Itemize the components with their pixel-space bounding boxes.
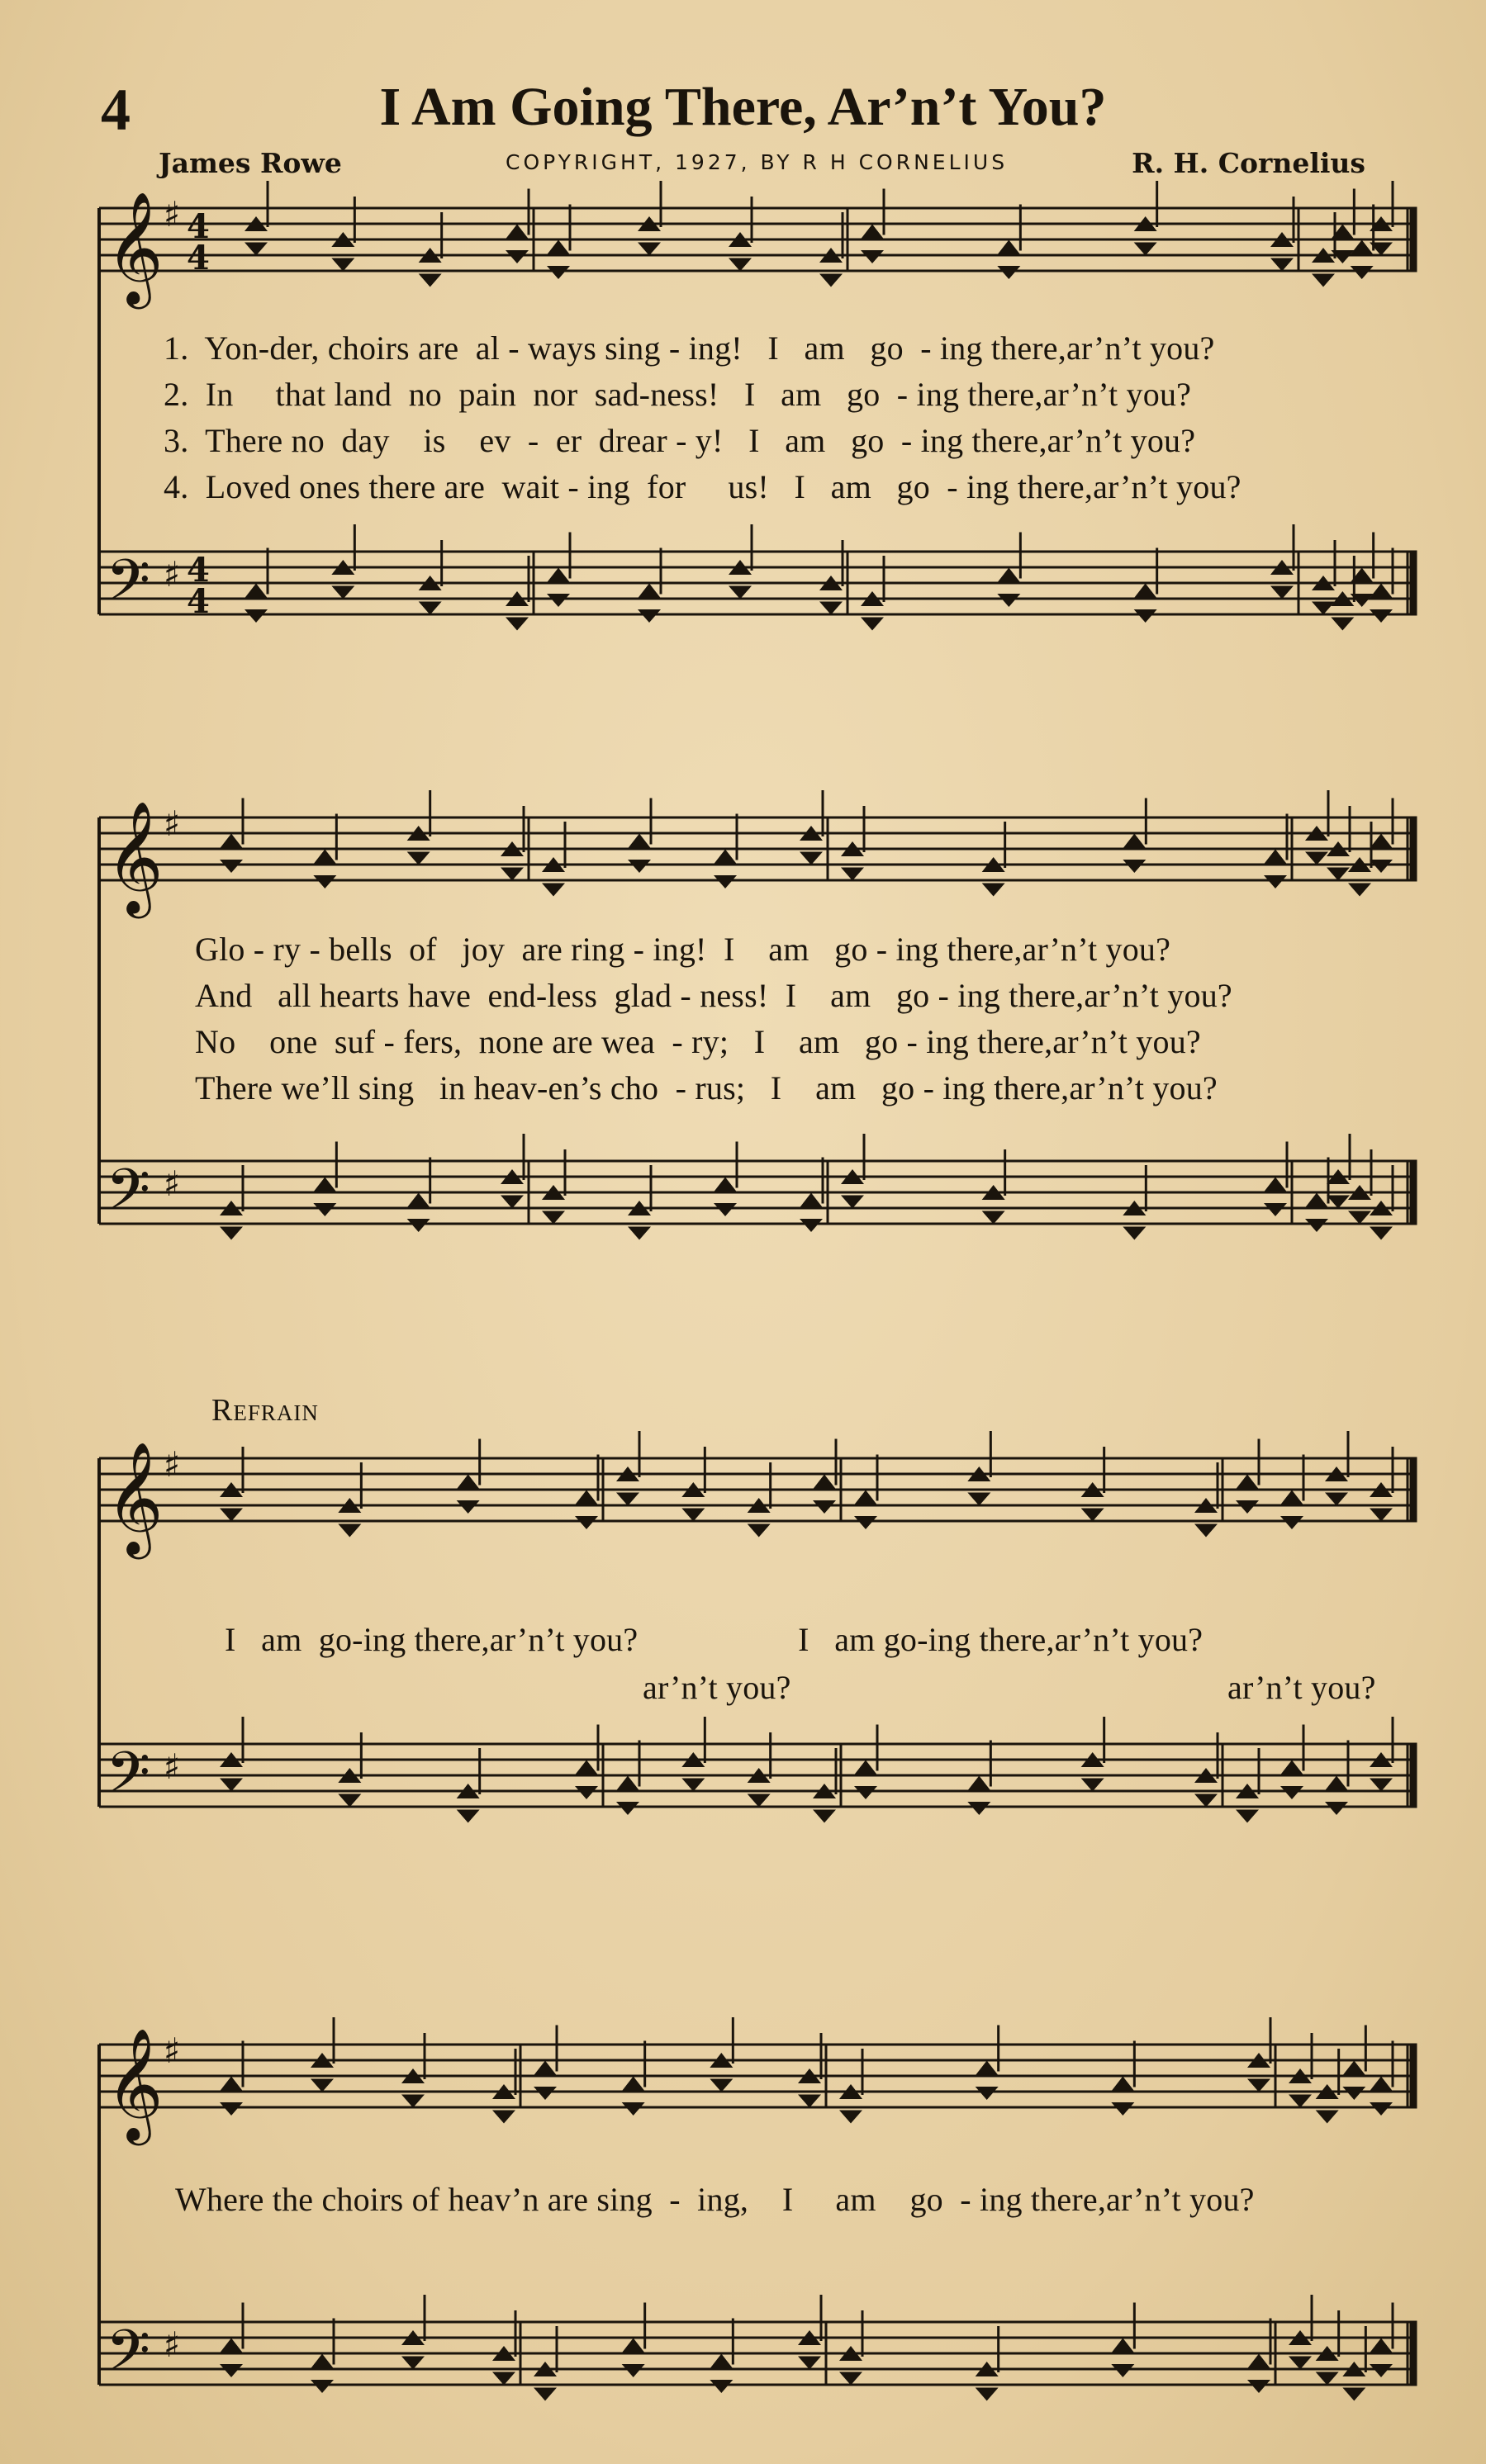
key-signature-sharp: ♯ xyxy=(164,1746,181,1787)
clefs-and-signatures xyxy=(106,190,210,2398)
shape-note xyxy=(1370,584,1393,599)
shape-note xyxy=(798,2357,821,2370)
shape-note xyxy=(492,2111,515,2124)
treble-clef: 𝄞 xyxy=(106,2026,164,2140)
shape-note xyxy=(714,850,737,865)
shape-note xyxy=(710,2079,733,2092)
verse-line-2: 2. In that land no pain nor sad-ness! I am go - ing there,ar’n’t you? xyxy=(164,376,1192,413)
shape-note xyxy=(220,2102,243,2116)
shape-note xyxy=(1312,602,1335,615)
shape-note xyxy=(492,2372,515,2386)
shape-note xyxy=(506,618,529,631)
shape-note xyxy=(967,1776,990,1791)
shape-note xyxy=(575,1786,598,1799)
shape-note xyxy=(819,602,843,615)
shape-note xyxy=(1134,584,1157,599)
shape-note xyxy=(813,1475,836,1490)
shape-note xyxy=(1325,1776,1348,1791)
final-barline xyxy=(1411,1161,1416,1224)
shape-note xyxy=(311,2354,334,2369)
shape-note xyxy=(245,609,268,623)
shape-note xyxy=(542,1211,565,1225)
shape-note xyxy=(1134,609,1157,623)
shape-note xyxy=(220,2364,243,2377)
shape-note xyxy=(841,1196,864,1209)
shape-note xyxy=(407,1193,430,1208)
verse-line-4: There we’ll sing in heav-en’s cho - rus; I am go - ing there,ar’n’t you? xyxy=(195,1069,1218,1106)
shape-note xyxy=(542,884,565,897)
shape-note xyxy=(1327,868,1350,881)
refrain-echo-1: ar’n’t you? xyxy=(643,1669,791,1706)
shape-note xyxy=(1370,1779,1393,1792)
refrain-echo-2: ar’n’t you? xyxy=(1227,1669,1376,1706)
shape-note xyxy=(1289,2357,1312,2370)
shape-note xyxy=(1312,274,1335,287)
final-barline xyxy=(1411,552,1416,614)
shape-note xyxy=(839,2372,862,2386)
shape-note xyxy=(506,225,529,239)
shape-note xyxy=(714,1178,737,1192)
time-signature: 4 xyxy=(187,207,210,246)
shape-note xyxy=(1194,1794,1218,1808)
shape-note xyxy=(714,1203,737,1216)
shape-note xyxy=(1247,2079,1270,2092)
copyright-notice: COPYRIGHT, 1927, BY R H CORNELIUS xyxy=(506,150,1009,174)
shape-note xyxy=(628,834,651,849)
shape-note xyxy=(1289,2095,1312,2108)
shape-note xyxy=(1270,586,1294,599)
shape-note xyxy=(819,274,843,287)
shape-note xyxy=(547,568,570,583)
shape-note xyxy=(220,2338,243,2353)
shape-note xyxy=(839,2111,862,2124)
time-signature: 4 xyxy=(187,239,210,277)
song-title: I Am Going There, Ar’n’t You? xyxy=(379,77,1107,137)
shape-note xyxy=(1280,1760,1303,1775)
bass-clef: 𝄢 xyxy=(106,2317,151,2398)
key-signature-sharp: ♯ xyxy=(164,1163,181,1204)
shape-note xyxy=(245,584,268,599)
shape-note xyxy=(714,875,737,888)
shape-note xyxy=(729,586,752,599)
shape-note xyxy=(616,1802,639,1815)
shape-note xyxy=(1236,1500,1259,1514)
time-signature: 4 xyxy=(187,551,210,590)
shape-note xyxy=(419,274,442,287)
shape-note xyxy=(1123,1227,1146,1240)
shape-note xyxy=(710,2380,733,2393)
shape-note xyxy=(1123,860,1146,873)
shape-note xyxy=(616,1493,639,1506)
shape-note xyxy=(854,1490,877,1505)
shape-note xyxy=(313,1178,336,1192)
shape-note xyxy=(1194,1524,1218,1538)
shape-note xyxy=(457,1810,480,1823)
verse-line-1: 1. Yon-der, choirs are al - ways sing - ing! I am go - ing there,ar’n’t you? xyxy=(164,329,1215,367)
shape-note xyxy=(331,586,354,599)
shape-note xyxy=(1370,834,1393,849)
shape-note xyxy=(311,2380,334,2393)
shape-note xyxy=(1280,1516,1303,1529)
shape-note xyxy=(575,1516,598,1529)
shape-note xyxy=(1247,2380,1270,2393)
shape-note xyxy=(534,2087,557,2100)
shape-note xyxy=(1331,618,1354,631)
final-barline xyxy=(1411,1458,1416,1521)
shape-note xyxy=(506,250,529,263)
shape-note xyxy=(331,258,354,272)
bass-clef: 𝄢 xyxy=(106,547,151,628)
shape-note xyxy=(1342,2087,1365,2100)
refrain-label: Refrain xyxy=(211,1393,319,1428)
shape-note xyxy=(1305,1193,1328,1208)
shape-note xyxy=(407,852,430,865)
shape-note xyxy=(813,1500,836,1514)
verse-line-2: And all hearts have end-less glad - ness! I am go - ing there,ar’n’t you? xyxy=(195,977,1232,1014)
shape-note xyxy=(1111,2102,1134,2116)
shape-note xyxy=(1247,2354,1270,2369)
shape-note xyxy=(622,2338,645,2353)
shape-note xyxy=(997,568,1020,583)
final-barline xyxy=(1411,2322,1416,2385)
shape-note xyxy=(622,2077,645,2092)
final-barline xyxy=(1411,1744,1416,1807)
time-signature: 4 xyxy=(187,582,210,621)
shape-note xyxy=(1370,2364,1393,2377)
shape-note xyxy=(1325,1802,1348,1815)
shape-note xyxy=(1236,1810,1259,1823)
shape-note xyxy=(1351,240,1374,255)
shape-note xyxy=(1134,243,1157,256)
shape-note xyxy=(1081,1779,1104,1792)
shape-note xyxy=(1305,852,1328,865)
shape-note xyxy=(1342,2061,1365,2076)
shape-note xyxy=(800,852,823,865)
shape-note xyxy=(813,1810,836,1823)
shape-note xyxy=(729,258,752,272)
shape-note xyxy=(861,225,884,239)
shape-note xyxy=(1111,2338,1134,2353)
shape-note xyxy=(982,884,1005,897)
shape-note xyxy=(1264,1203,1287,1216)
shape-note xyxy=(798,2095,821,2108)
shape-note xyxy=(401,2095,425,2108)
verse-line-1: Glo - ry - bells of joy are ring - ing! I am go - ing there,ar’n’t you? xyxy=(195,931,1171,968)
verse-line-3: No one suf - fers, none are wea - ry; I am go - ing there,ar’n’t you? xyxy=(195,1023,1201,1060)
shape-note xyxy=(547,594,570,607)
shape-note xyxy=(841,868,864,881)
treble-clef: 𝄞 xyxy=(106,190,164,304)
shape-note xyxy=(997,240,1020,255)
lyricist: James Rowe xyxy=(159,147,342,179)
shape-note xyxy=(1370,2077,1393,2092)
shape-note xyxy=(976,2061,999,2076)
shape-note xyxy=(220,860,243,873)
shape-note xyxy=(967,1802,990,1815)
shape-note xyxy=(547,240,570,255)
shape-note xyxy=(220,2077,243,2092)
shape-note xyxy=(967,1493,990,1506)
shape-note xyxy=(575,1760,598,1775)
key-signature-sharp: ♯ xyxy=(164,2030,181,2071)
shape-note xyxy=(1351,266,1374,279)
shape-note xyxy=(997,266,1020,279)
final-barline xyxy=(1411,817,1416,880)
shape-note xyxy=(1270,258,1294,272)
shape-note xyxy=(245,243,268,256)
shape-note xyxy=(1264,875,1287,888)
shape-note xyxy=(1081,1509,1104,1522)
shape-note xyxy=(638,584,661,599)
shape-note xyxy=(854,1760,877,1775)
shape-note xyxy=(501,868,524,881)
page-number: 4 xyxy=(101,77,131,143)
key-signature-sharp: ♯ xyxy=(164,1444,181,1485)
shape-note xyxy=(575,1490,598,1505)
shape-note xyxy=(622,2364,645,2377)
shape-note xyxy=(338,1524,361,1538)
key-signature-sharp: ♯ xyxy=(164,803,181,844)
shape-note xyxy=(681,1509,705,1522)
shape-note xyxy=(1316,2111,1339,2124)
key-signature-sharp: ♯ xyxy=(164,554,181,595)
shape-note xyxy=(1264,1178,1287,1192)
treble-clef: 𝄞 xyxy=(106,1440,164,1554)
shape-note xyxy=(622,2102,645,2116)
final-barline xyxy=(1411,2045,1416,2107)
shape-note xyxy=(1370,1509,1393,1522)
shape-note xyxy=(976,2087,999,2100)
shape-note xyxy=(861,618,884,631)
staff-lines xyxy=(99,208,1416,2385)
shape-note xyxy=(534,2061,557,2076)
shape-note xyxy=(1236,1475,1259,1490)
shape-note xyxy=(1123,834,1146,849)
verse-line-4: 4. Loved ones there are wait - ing for us! I am go - ing there,ar’n’t you? xyxy=(164,468,1241,505)
shape-note xyxy=(854,1516,877,1529)
shape-note xyxy=(1370,860,1393,873)
shape-note xyxy=(311,2079,334,2092)
bass-clef: 𝄢 xyxy=(106,1156,151,1237)
shape-note xyxy=(1305,1219,1328,1232)
shape-note xyxy=(534,2388,557,2401)
shape-note xyxy=(748,1794,771,1808)
key-signature-sharp: ♯ xyxy=(164,2324,181,2365)
verse-line-3: 3. There no day is ev - er drear - y! I am go - ing there,ar’n’t you? xyxy=(164,422,1196,459)
bass-clef: 𝄢 xyxy=(106,1739,151,1820)
shape-note xyxy=(638,609,661,623)
shape-note xyxy=(861,250,884,263)
shape-note xyxy=(457,1475,480,1490)
shape-note xyxy=(1280,1490,1303,1505)
shape-note xyxy=(1348,884,1371,897)
shape-note xyxy=(1264,850,1287,865)
shape-note xyxy=(1325,1493,1348,1506)
shape-note xyxy=(681,1779,705,1792)
composer: R. H. Cornelius xyxy=(1132,147,1365,179)
treble-clef: 𝄞 xyxy=(106,799,164,913)
shape-note xyxy=(1316,2372,1339,2386)
shape-note xyxy=(313,850,336,865)
shape-note xyxy=(1370,609,1393,623)
shape-note xyxy=(401,2357,425,2370)
shape-note xyxy=(547,266,570,279)
shape-note xyxy=(1342,2388,1365,2401)
refrain-line: I am go-ing there,ar’n’t you? I am go-ing there,ar’n’t you? xyxy=(225,1621,1204,1658)
note-heads xyxy=(220,181,1393,2401)
shape-note xyxy=(501,1196,524,1209)
shape-note xyxy=(338,1794,361,1808)
shape-note xyxy=(419,602,442,615)
shape-note xyxy=(220,1779,243,1792)
shape-note xyxy=(1348,1211,1371,1225)
shape-note xyxy=(407,1219,430,1232)
shape-note xyxy=(220,1509,243,1522)
shape-note xyxy=(800,1193,823,1208)
shape-note xyxy=(220,1227,243,1240)
shape-note xyxy=(1280,1786,1303,1799)
shape-note xyxy=(313,875,336,888)
key-signature-sharp: ♯ xyxy=(164,194,181,235)
shape-note xyxy=(748,1524,771,1538)
shape-note xyxy=(854,1786,877,1799)
shape-note xyxy=(220,834,243,849)
shape-note xyxy=(616,1776,639,1791)
shape-note xyxy=(1111,2077,1134,2092)
final-lyric-line: Where the choirs of heav’n are sing - ing, I am go - ing there,ar’n’t you? xyxy=(175,2181,1255,2218)
shape-note xyxy=(628,860,651,873)
shape-note xyxy=(1370,1227,1393,1240)
shape-note xyxy=(628,1227,651,1240)
shape-note xyxy=(1370,2102,1393,2116)
shape-note xyxy=(1111,2364,1134,2377)
shape-note xyxy=(313,1203,336,1216)
shape-note xyxy=(638,243,661,256)
shape-note xyxy=(457,1500,480,1514)
shape-note xyxy=(1327,1196,1350,1209)
shape-note xyxy=(976,2388,999,2401)
shape-note xyxy=(710,2354,733,2369)
shape-note xyxy=(1370,2338,1393,2353)
shape-note xyxy=(997,594,1020,607)
final-barline xyxy=(1411,208,1416,271)
shape-note xyxy=(982,1211,1005,1225)
shape-note xyxy=(800,1219,823,1232)
